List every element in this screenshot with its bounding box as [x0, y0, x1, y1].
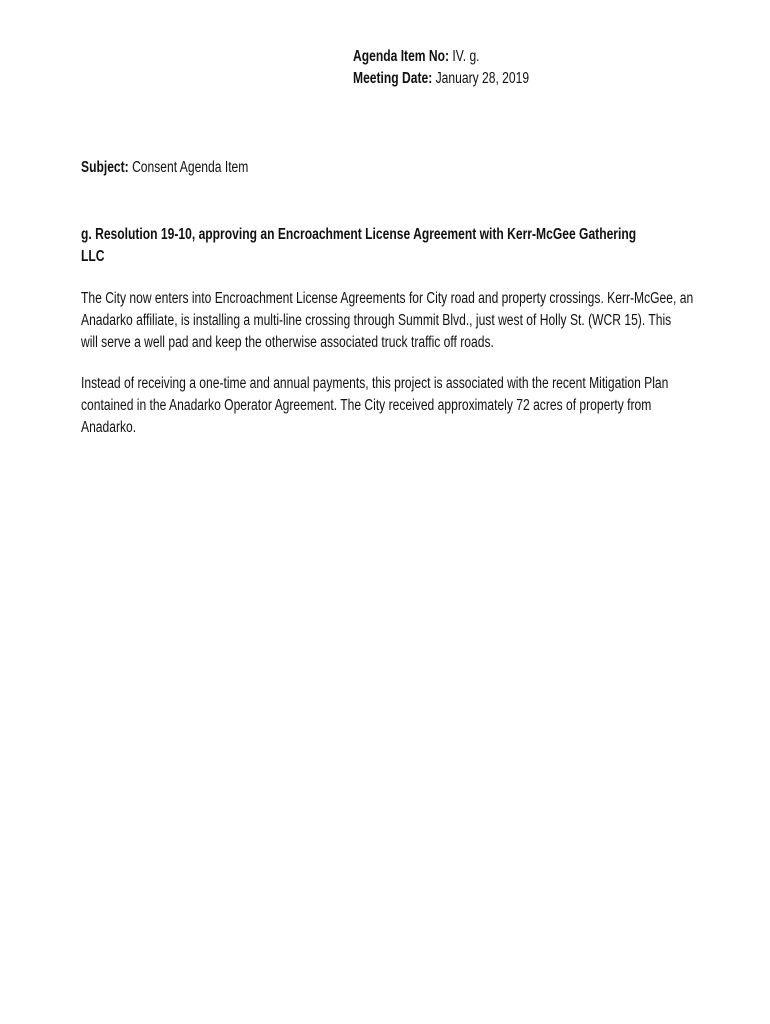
resolution-heading-line: g. Resolution 19-10, approving an Encroachment License Agreement with Kerr-McGee Gathering [81, 226, 637, 243]
paragraph-line: contained in the Anadarko Operator Agreement. The City received approximately 72 acres of property from [81, 397, 652, 414]
agenda-item-label: Agenda Item No: [353, 48, 450, 65]
agenda-meta-block [353, 46, 653, 90]
subject-line [81, 157, 296, 179]
resolution-heading [81, 224, 770, 268]
paragraph-line: will serve a well pad and keep the otherwise associated truck traffic off roads. [81, 334, 494, 351]
paragraph-line: Anadarko affiliate, is installing a multi-line crossing through Summit Blvd., just west of Holly St. (WCR 15). This [81, 312, 672, 329]
subject-label: Subject: [81, 159, 129, 176]
paragraph-line: Anadarko. [81, 419, 137, 436]
agenda-item-value: IV. g. [452, 48, 480, 65]
paragraph-line: Instead of receiving a one-time and annual payments, this project is associated with the recent Mitigation Plan [81, 375, 669, 392]
meeting-date-label: Meeting Date: [353, 70, 433, 87]
agenda-item-row [353, 46, 653, 68]
paragraph-line: The City now enters into Encroachment License Agreements for City road and property crossings. Kerr-McGee, an [81, 290, 694, 307]
body-paragraph-2 [81, 373, 770, 439]
resolution-heading-line: LLC [81, 248, 105, 265]
body-paragraph-1 [81, 288, 770, 354]
meeting-date-row [353, 68, 653, 90]
subject-value: Consent Agenda Item [132, 159, 249, 176]
meeting-date-value: January 28, 2019 [435, 70, 530, 87]
